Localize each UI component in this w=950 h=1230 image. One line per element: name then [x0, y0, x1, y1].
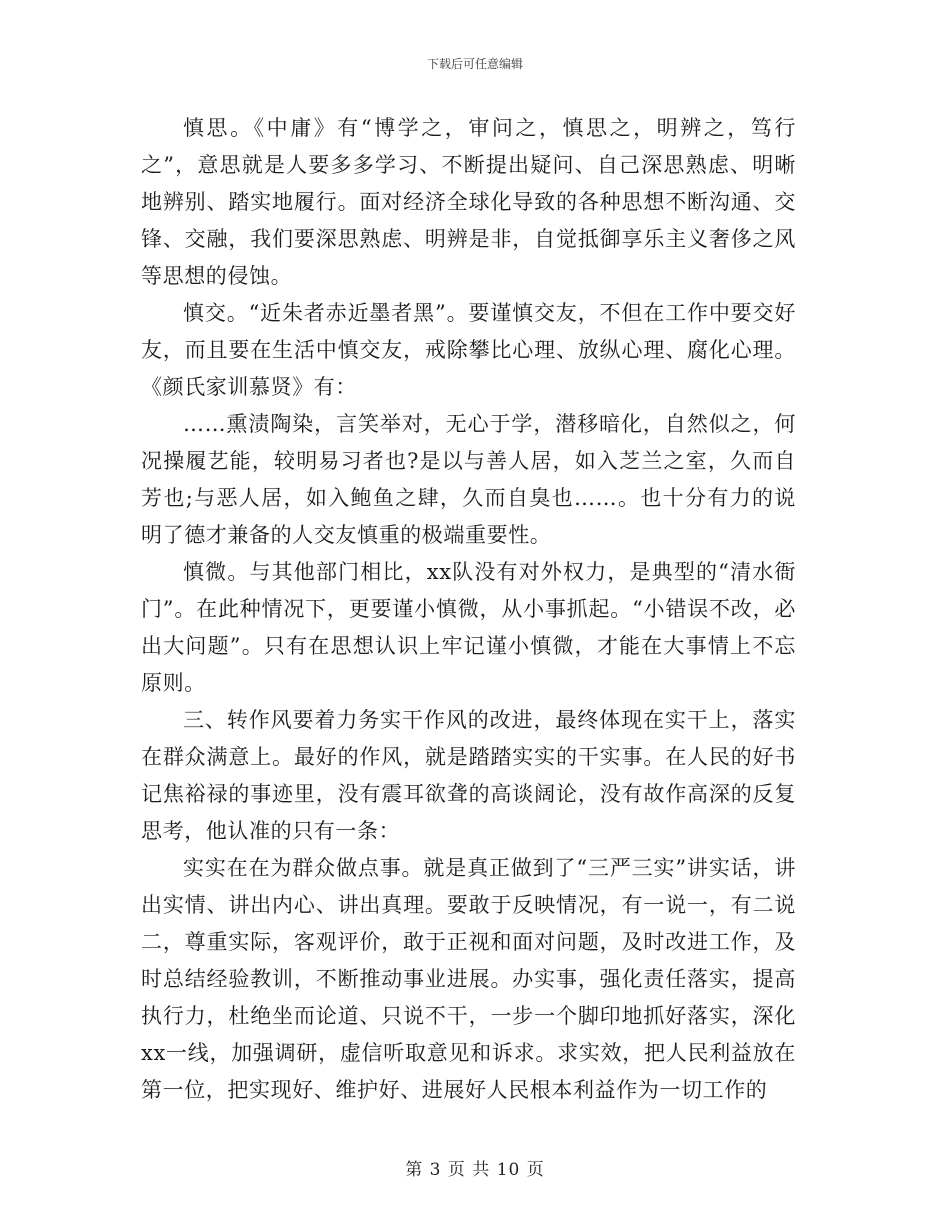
- paragraph-shishi: 实实在在为群众做点事。就是真正做到了“三严三实”讲实话，讲出实情、讲出内心、讲出真理。要敢于反映情况，有一说一，有二说二，尊重实际，客观评价，敢于正视和面对问题，及时改进工作，及时总结经验教训，不断推动事业进展。办实事，强化责任落实，提高执行力，杜绝坐而论道、只说不干，一步一个脚印地抓好落实，深化xx一线，加强调研，虚信听取意见和诉求。求实效，把人民利益放在第一位，把实现好、维护好、进展好人民根本利益作为一切工作的: [141, 856, 796, 1102]
- page-number-footer: 第 3 页 共 10 页: [405, 1160, 545, 1180]
- paragraph-quotation: ……熏渍陶染，言笑举对，无心于学，潜移暗化，自然似之，何况操履艺能，较明易习者也?是以与善人居，如入芝兰之室，久而自芳也;与恶人居，如入鲍鱼之肆，久而自臭也……。也十分有力的说明了德才兼备的人交友慎重的极端重要性。: [141, 412, 796, 547]
- paragraph-shenwei: 慎微。与其他部门相比，xx队没有对外权力，是典型的“清水衙门”。在此种情况下，更要谨小慎微，从小事抓起。“小错误不改，必出大问题”。只有在思想认识上牢记谨小慎微，才能在大事情上不忘原则。: [141, 560, 796, 695]
- paragraph-shensi: 慎思。《中庸》有“博学之，审问之，慎思之，明辨之，笃行之”，意思就是人要多多学习、不断提出疑问、自己深思熟虑、明晰地辨别、踏实地履行。面对经济全球化导致的各种思想不断沟通、交锋、交融，我们要深思熟虑、明辨是非，自觉抵御享乐主义奢侈之风等思想的侵蚀。: [141, 116, 796, 288]
- document-body: [141, 110, 796, 1109]
- paragraph-section-three: 三、转作风要着力务实干作风的改进，最终体现在实干上，落实在群众满意上。最好的作风，就是踏踏实实的干实事。在人民的好书记焦裕禄的事迹里，没有震耳欲聋的高谈阔论，没有故作高深的反复思考，他认准的只有一条：: [141, 708, 796, 843]
- page-header-note: 下载后可任意编辑: [426, 57, 523, 71]
- paragraph-shenjiao: 慎交。“近朱者赤近墨者黑”。要谨慎交友，不但在工作中要交好友，而且要在生活中慎交友，戒除攀比心理、放纵心理、腐化心理。《颜氏家训慕贤》有：: [141, 301, 796, 399]
